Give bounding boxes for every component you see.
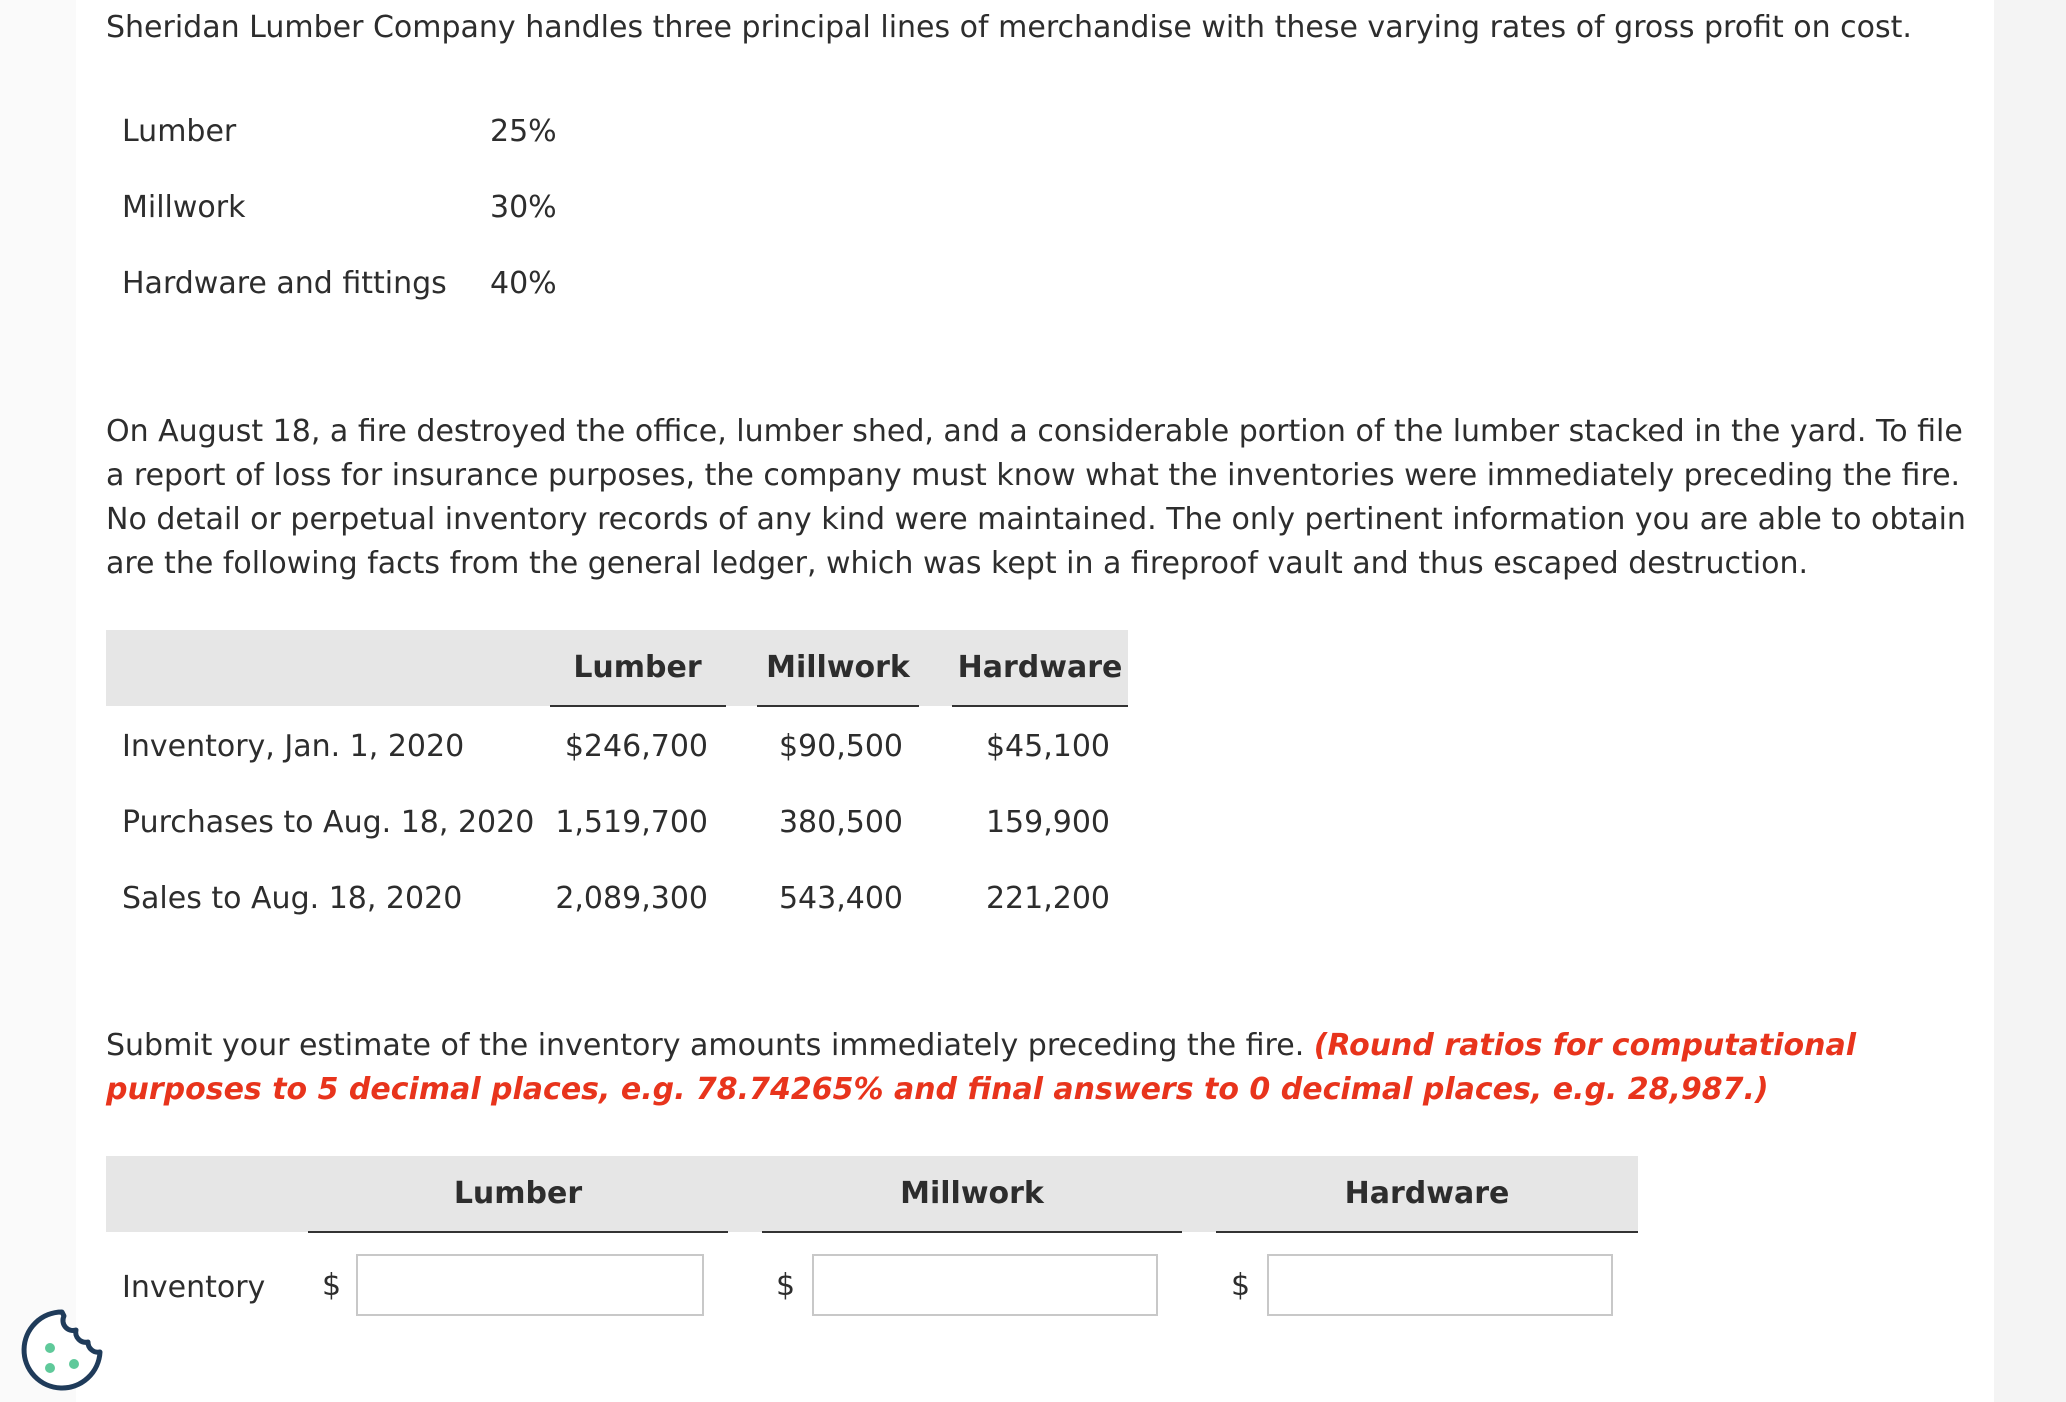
ledger-row-label-inventory: Inventory, Jan. 1, 2020 <box>122 729 465 764</box>
rate-value-millwork: 30% <box>490 190 557 225</box>
answer-row-label: Inventory <box>122 1270 266 1305</box>
left-margin <box>0 0 76 1402</box>
ledger-cell: 1,519,700 <box>555 805 708 840</box>
rate-label-lumber: Lumber <box>122 114 237 149</box>
answer-underline-millwork <box>762 1231 1182 1233</box>
fire-description: On August 18, a fire destroyed the office, lumber shed, and a considerable portion of the lumber stacked in the yard. To file a report of loss for insurance purposes, the company must know what the inventories were immediately preceding the fire. No detail or perpetual inventory records of any kind were maintained. The only pertinent information you are able to obtain are the following facts from the general ledger, which was kept in a fireproof vault and thus escaped destruction. <box>106 414 1966 581</box>
currency-symbol-hardware: $ <box>1231 1268 1251 1303</box>
ledger-underline-hardware <box>952 705 1128 707</box>
ledger-cell: 2,089,300 <box>555 881 708 916</box>
cookie-icon[interactable] <box>20 1308 104 1392</box>
right-margin <box>1994 0 2066 1402</box>
rate-label-millwork: Millwork <box>122 190 246 225</box>
ledger-cell: $246,700 <box>564 729 708 764</box>
ledger-underline-millwork <box>757 705 919 707</box>
ledger-underline-lumber <box>550 705 726 707</box>
answer-col-millwork: Millwork <box>900 1176 1044 1211</box>
ledger-col-millwork: Millwork <box>766 650 910 685</box>
millwork-inventory-input[interactable] <box>812 1254 1158 1316</box>
answer-col-hardware: Hardware <box>1344 1176 1510 1211</box>
currency-symbol-lumber: $ <box>322 1268 342 1303</box>
ledger-cell: 159,900 <box>985 805 1110 840</box>
hardware-inventory-input[interactable] <box>1267 1254 1613 1316</box>
ledger-row-label-sales: Sales to Aug. 18, 2020 <box>122 881 463 916</box>
answer-underline-lumber <box>308 1231 728 1233</box>
instruction-text <box>106 1024 1956 1112</box>
rate-value-lumber: 25% <box>490 114 557 149</box>
answer-col-lumber: Lumber <box>453 1176 583 1211</box>
ledger-row-label-purchases: Purchases to Aug. 18, 2020 <box>122 805 535 840</box>
ledger-col-lumber: Lumber <box>573 650 702 685</box>
rate-label-hardware: Hardware and fittings <box>122 266 447 301</box>
ledger-cell: $90,500 <box>778 729 903 764</box>
ledger-cell: 380,500 <box>778 805 903 840</box>
ledger-col-hardware: Hardware <box>957 650 1123 685</box>
answer-underline-hardware <box>1216 1231 1638 1233</box>
currency-symbol-millwork: $ <box>776 1268 796 1303</box>
instruction-emphasis: (Round ratios for computational purposes to 5 decimal places, e.g. 78.74265% and final answers to 0 decimal places, e.g. 28,987.) <box>106 1028 1856 1107</box>
intro-text: Sheridan Lumber Company handles three principal lines of merchandise with these varying rates of gross profit on cost. <box>106 10 1912 45</box>
rate-value-hardware: 40% <box>490 266 557 301</box>
ledger-cell: 221,200 <box>985 881 1110 916</box>
instruction-main: Submit your estimate of the inventory amounts immediately preceding the fire. <box>106 1028 1314 1063</box>
ledger-cell: 543,400 <box>778 881 903 916</box>
ledger-cell: $45,100 <box>985 729 1110 764</box>
lumber-inventory-input[interactable] <box>356 1254 704 1316</box>
